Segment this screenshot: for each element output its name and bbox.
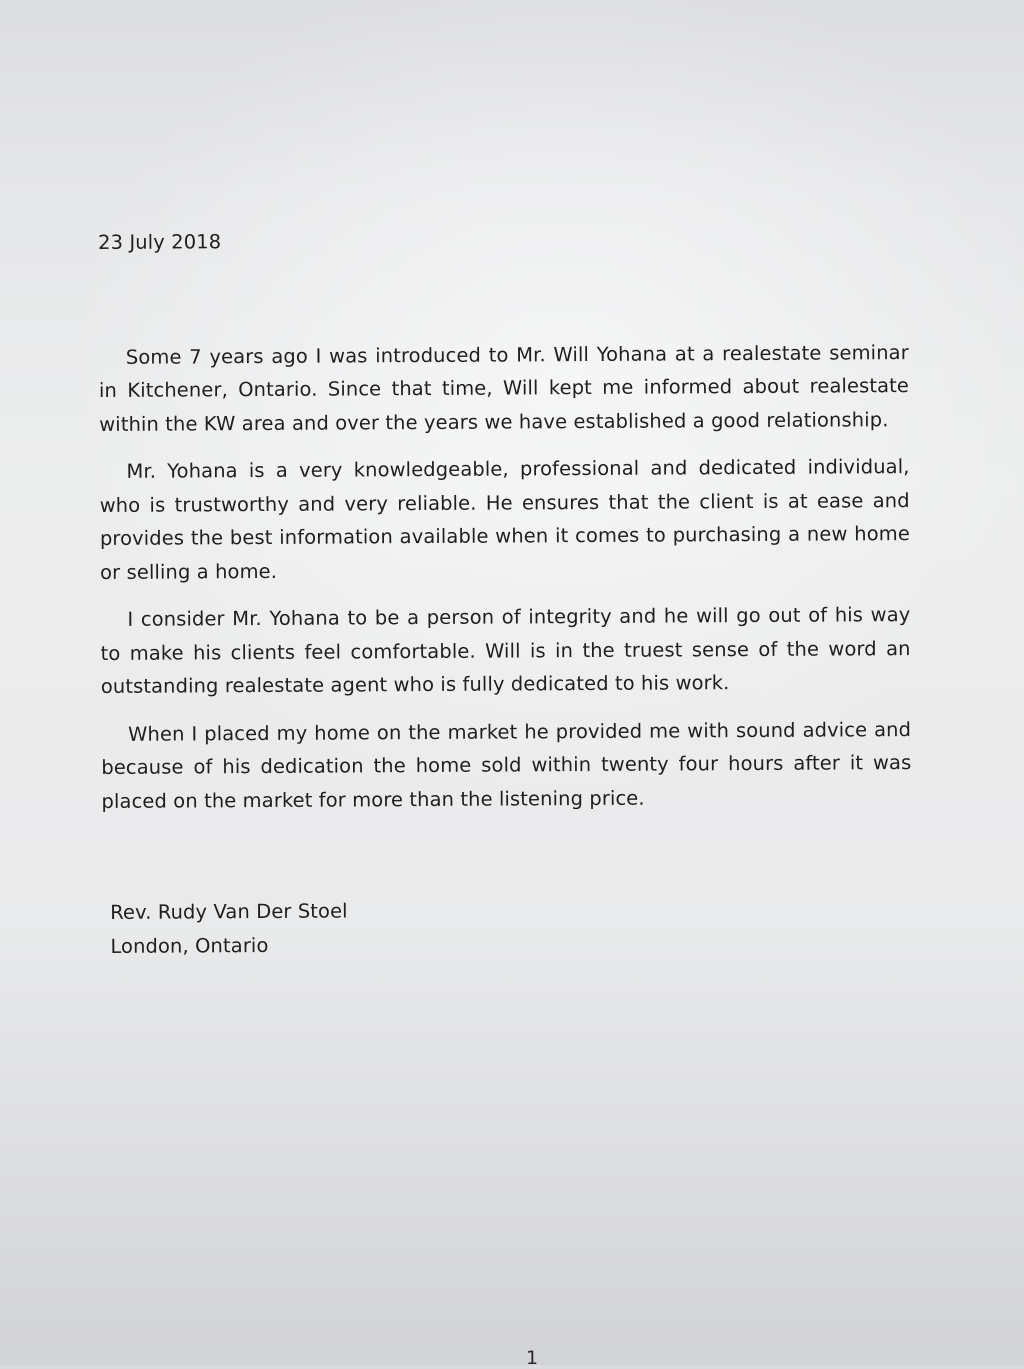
page-number: 1 [526, 1347, 539, 1369]
signature-location: London, Ontario [110, 933, 269, 958]
signature-name: Rev. Rudy Van Der Stoel [110, 899, 348, 924]
signature-block [110, 891, 912, 964]
paragraph-integrity: I consider Mr. Yohana to be a person of integrity and he will go out of his way to make his clients feel comfortable. Will is in the truest sense of the word an outstanding realestate agent who is fully dedicated to his work. [100, 603, 911, 698]
letter-body [98, 221, 912, 964]
letter-date: 23 July 2018 [98, 230, 222, 254]
paragraph-character: Mr. Yohana is a very knowledgeable, professional and dedicated individual, who is trustworthy and very reliable. He ensures that the client is at ease and provides the best information available when it comes to purchasing a new home or selling a home. [99, 455, 910, 584]
paragraph-home-sale: When I placed my home on the market he provided me with sound advice and because of his dedication the home sold within twenty four hours after it was placed on the market for more than the listening price. [101, 717, 912, 813]
paragraph-introduction: Some 7 years ago I was introduced to Mr. Will Yohana at a realestate seminar in Kitchener, Ontario. Since that time, Will kept me informed about realestate within the KW area and over the years we have established a good relationship. [98, 340, 910, 436]
